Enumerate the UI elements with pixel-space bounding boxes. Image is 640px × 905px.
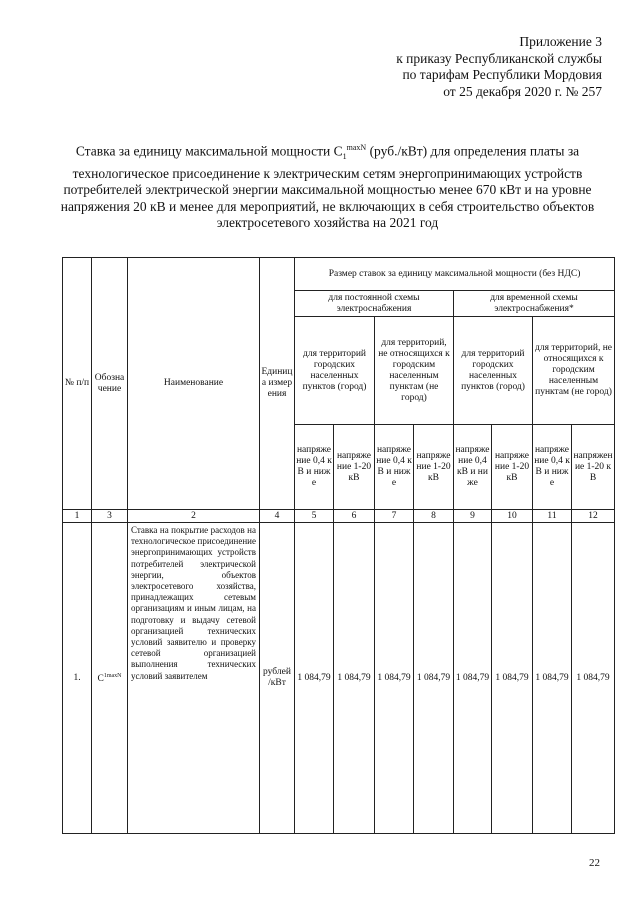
header-volt-mid-1: напряжение 1-20 кВ [334,425,375,510]
row-num: 1. [63,523,92,834]
page-number: 22 [589,857,600,869]
title-superscript: maxN [346,143,367,152]
appendix-header [396,34,602,100]
header-volt-low-2: напряжение 0,4 кВ и ниже [375,425,414,510]
header-designation: Обозначение [92,258,128,510]
row-value: 1 084,79 [334,523,375,834]
header-volt-low-1: напряжение 0,4 кВ и ниже [295,425,334,510]
appendix-line-4: от 25 декабря 2020 г. № 257 [443,83,602,99]
header-volt-mid-4: напряжение 1-20 кВ [572,425,615,510]
col-number: 2 [128,510,260,523]
col-number: 1 [63,510,92,523]
column-numbers-row [63,510,615,523]
col-number: 12 [572,510,615,523]
appendix-line-2: к приказу Республиканской службы [396,50,602,66]
title-part-1: Ставка за единицу максимальной мощности С [75,143,343,159]
row-value: 1 084,79 [295,523,334,834]
header-permanent-noncity: для территорий, не относящихся к городским населенным пунктам (не город) [375,317,454,425]
table-row [63,523,615,834]
row-designation: $С^{1maxN}$ [92,523,128,834]
appendix-line-1: Приложение 3 [519,34,602,49]
header-rates: Размер ставок за единицу максимальной мощности (без НДС) [295,258,615,291]
row-value: 1 084,79 [414,523,454,834]
col-number: 8 [414,510,454,523]
title-part-2: (руб./кВт) для определения платы за технологическое присоединение к электрическим сетям энергопринимающих устройств потребителей электрической энергии максимальной мощностью менее 670 кВт и на уровне напряжения 20 кВ и менее для мероприятий, не включающих в себя строительство объектов электросетевого хозяйства на 2021 год [60,143,595,231]
header-volt-mid-3: напряжение 1-20 кВ [492,425,533,510]
header-permanent: для постоянной схемы электроснабжения [295,291,454,317]
col-number: 5 [295,510,334,523]
row-value: 1 084,79 [572,523,615,834]
header-volt-low-3: напряжение 0,4 кВ и ниже [454,425,492,510]
appendix-line-3: по тарифам Республики Мордовия [402,67,602,82]
header-num: № п/п [63,258,92,510]
header-volt-mid-2: напряжение 1-20 кВ [414,425,454,510]
col-number: 4 [260,510,295,523]
col-number: 11 [533,510,572,523]
header-temporary-noncity: для территорий, не относящихся к городским населенным пунктам (не город) [533,317,615,425]
col-number: 10 [492,510,533,523]
header-unit: Единица измерения [260,258,295,510]
row-value: 1 084,79 [375,523,414,834]
header-temporary: для временной схемы электроснабжения* [454,291,615,317]
header-temporary-city: для территорий городских населенных пунктов (город) [454,317,533,425]
header-volt-low-4: напряжение 0,4 кВ и ниже [533,425,572,510]
col-number: 3 [92,510,128,523]
col-number: 7 [375,510,414,523]
row-value: 1 084,79 [454,523,492,834]
row-unit: рублей /кВт [260,523,295,834]
row-value: 1 084,79 [533,523,572,834]
rates-table [62,257,615,834]
title-subscript: 1 [342,152,347,162]
col-number: 6 [334,510,375,523]
document-title [60,140,595,232]
col-number: 9 [454,510,492,523]
header-name: Наименование [128,258,260,510]
header-permanent-city: для территорий городских населенных пунктов (город) [295,317,375,425]
row-value: 1 084,79 [492,523,533,834]
row-name: Ставка на покрытие расходов на технологическое присоединение энергопринимающих устройств потребителей электрической энергии, объектов электросетевого хозяйства, принадлежащих сетевым организациям и иным лицам, на подготовку и выдачу сетевой организацией технических условий заявителю и проверку сетевой организацией выполнения технических условий заявителем [128,523,260,834]
